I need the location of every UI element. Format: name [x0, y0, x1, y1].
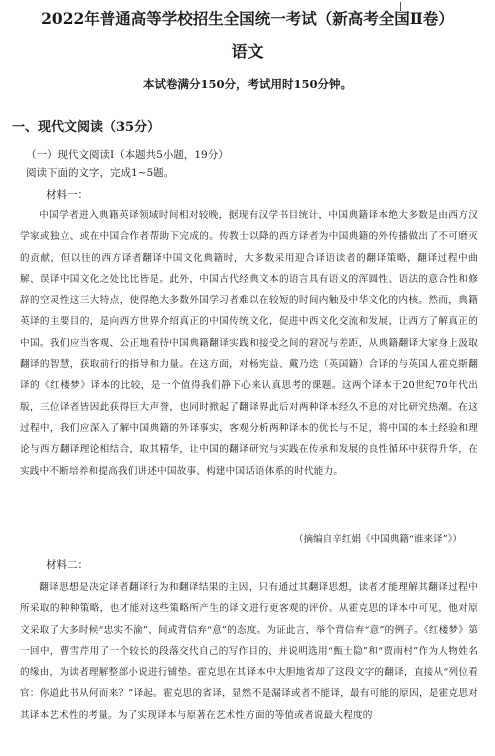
exam-title: 2022年普通高等学校招生全国统一考试（新高考全国Ⅱ卷）	[41, 9, 454, 28]
material-two-label: 材料二：	[46, 559, 88, 571]
material-two-text: 翻译思想是决定译者翻译行为和翻译结果的主因，只有通过其翻译思想，读者才能理解其翻译过程中所采取的种种策略，也才能对这些策略所产生的译文进行更客观的评价。从霍克思的译本中可见，他对原文采取了大多时候“忠实不渝”、间或背信弃“意”的态度。为证此言，举个背信弃“意”的例子。《红楼梦》第一回中，曹雪芹用了一个较长的段落交代自己的写作目的，并说明选用“甄士隐”和“贾雨村”作为人物姓名的缘由，为读者理解整部小说进行铺垫。霍克思在其译本中大胆地省却了这段文字的翻译，直接从“列位看官：你道此书从何而来？”译起。霍克思的省译，显然不是漏译或者不能译，最有可能的原因，是霍克思对其译本艺术性的考量。为了实现译本与原著在艺术性方面的等值或者说最大程度的	[20, 582, 478, 721]
material-one-label: 材料一：	[46, 189, 88, 201]
reading-instruction: 阅读下面的文字，完成1~5题。	[26, 167, 175, 179]
subject-title: 语文	[231, 42, 264, 61]
section-heading: 一、现代文阅读（35分）	[12, 120, 161, 135]
material-one-text: 中国学者进入典籍英译领域时间相对较晚，据现有汉学书目统计，中国典籍译本绝大多数是由西方汉学家或独立、或在中国合作者帮助下完成的。传教士以降的西方译者为中国典籍的外传播做出了不可磨灭的贡献，但以往的西方译者翻译中国文化典籍时，大多数采用迎合译语读者的翻译策略，翻译过程中曲解、误译中国文化之处比比皆是。此外，中国古代经典文本的语言具有语义的浑圆性、语法的意合性和修辞的空灵性这三大特点，使得绝大多数外国学习者难以在较短的时间内触及中华文化的内核。然而，典籍英译的主要目的，是向西方世界介绍真正的中国传统文化，促进中西文化交流和发展，让西方了解真正的中国。我们应当客观、公正地看待中国典籍翻译实践和接受之间的窘况与差距，从典籍翻译大家身上汲取翻译的智慧，获取前行的指导和力量。在这方面，对杨宪益、戴乃迭（英国籍）合译的与英国人霍克斯翻译的《红楼梦》译本的比较，是一个值得我们静下心来认真思考的课题。这两个译本于20世纪70年代出版，三位译者皆因此获得巨大声誉，也同时掀起了翻译界此后对两种译本经久不息的对比研究热潮。在这过程中，我们应深入了解中国典籍的外译事实，客观分析两种译本的优长与不足，将中国的本土经验和理论与西方翻译理论相结合，取其精华，让中国的翻译研究与实践在传承和发展的良性循环中获得升华，在实践中不断培养和提高我们讲述中国故事、构建中国话语体系的时代能力。	[20, 210, 478, 477]
material-one-source: （摘编自辛红娟《中国典籍“谁来译”》）	[293, 534, 462, 545]
sub-heading: （一）现代文阅读Ⅰ（本题共5小题，19分）	[26, 149, 229, 161]
exam-note: 本试卷满分150分，考试用时150分钟。	[142, 77, 352, 91]
